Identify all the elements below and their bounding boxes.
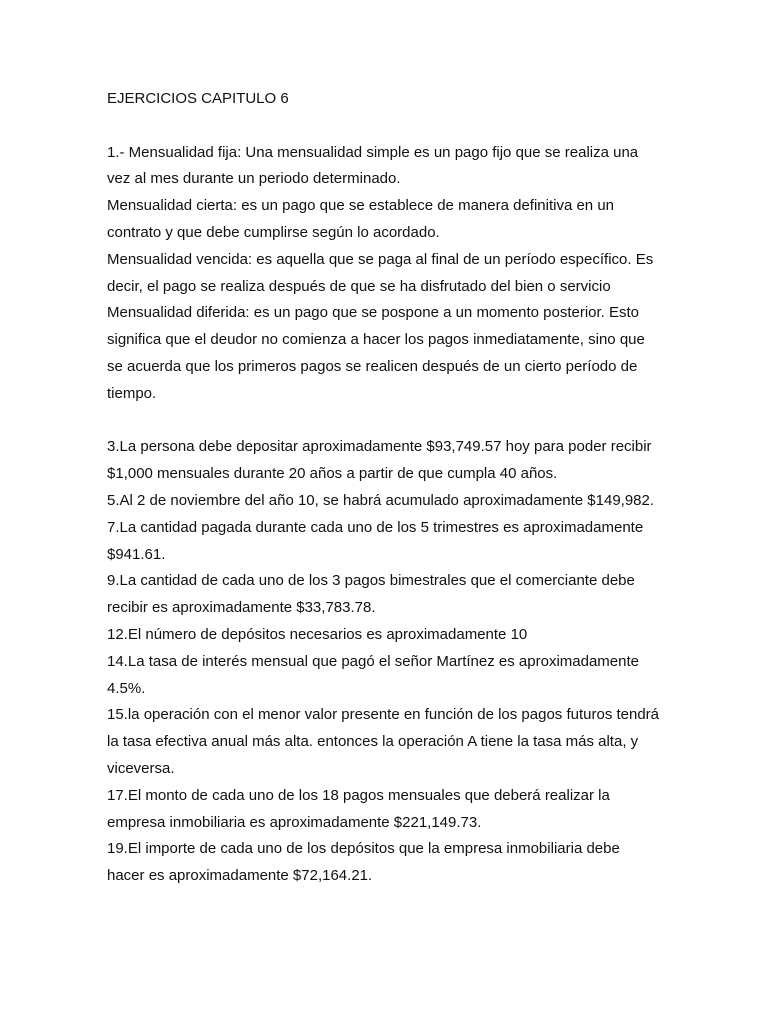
text-line: 19.El importe de cada uno de los depósitos que la empresa inmobiliaria debe [107, 840, 620, 858]
text-line: 15.la operación con el menor valor presente en función de los pagos futuros tendrá [107, 706, 660, 724]
section-answers [107, 434, 669, 890]
text-line: Mensualidad diferida: es un pago que se pospone a un momento posterior. Esto [107, 304, 640, 322]
text-line: Mensualidad cierta: es un pago que se establece de manera definitiva en un [107, 197, 615, 215]
text-line: 7.La cantidad pagada durante cada uno de los 5 trimestres es aproximadamente [107, 518, 644, 536]
text-line: contrato y que debe cumplirse según lo acordado. [107, 223, 440, 241]
text-line: 12.El número de depósitos necesarios es aproximadamente 10 [107, 625, 528, 643]
text-line: tiempo. [107, 384, 157, 402]
text-line: recibir es aproximadamente $33,783.78. [107, 599, 376, 617]
text-line: decir, el pago se realiza después de que se ha disfrutado del bien o servicio [107, 277, 611, 295]
text-line: vez al mes durante un periodo determinado. [107, 170, 401, 188]
section-definitions [107, 140, 669, 408]
text-line: la tasa efectiva anual más alta. entonces la operación A tiene la tasa más alta, y [107, 733, 639, 751]
blank-line [107, 408, 669, 435]
text-line: 3.La persona debe depositar aproximadamente $93,749.57 hoy para poder recibir [107, 438, 652, 456]
text-line: $1,000 mensuales durante 20 años a partir de que cumpla 40 años. [107, 465, 558, 483]
text-line: empresa inmobiliaria es aproximadamente $221,149.73. [107, 813, 482, 831]
text-line: se acuerda que los primeros pagos se realicen después de un cierto período de [107, 357, 638, 375]
text-line: viceversa. [107, 759, 175, 777]
text-line: 5.Al 2 de noviembre del año 10, se habrá acumulado aproximadamente $149,982. [107, 491, 655, 509]
text-line: hacer es aproximadamente $72,164.21. [107, 867, 373, 885]
text-line: 14.La tasa de interés mensual que pagó el señor Martínez es aproximadamente [107, 652, 639, 670]
text-line: 1.- Mensualidad fija: Una mensualidad simple es un pago fijo que se realiza una [107, 143, 639, 161]
text-line: 4.5%. [107, 679, 146, 697]
text-line: 17.El monto de cada uno de los 18 pagos mensuales que deberá realizar la [107, 786, 610, 804]
text-line: 9.La cantidad de cada uno de los 3 pagos bimestrales que el comerciante debe [107, 572, 635, 590]
document-title: EJERCICIOS CAPITULO 6 [107, 90, 289, 107]
document-body [107, 86, 669, 890]
text-line: $941.61. [107, 545, 166, 563]
blank-line [107, 113, 669, 140]
text-line: significa que el deudor no comienza a hacer los pagos inmediatamente, sino que [107, 331, 645, 349]
text-line: Mensualidad vencida: es aquella que se paga al final de un período específico. Es [107, 250, 654, 268]
